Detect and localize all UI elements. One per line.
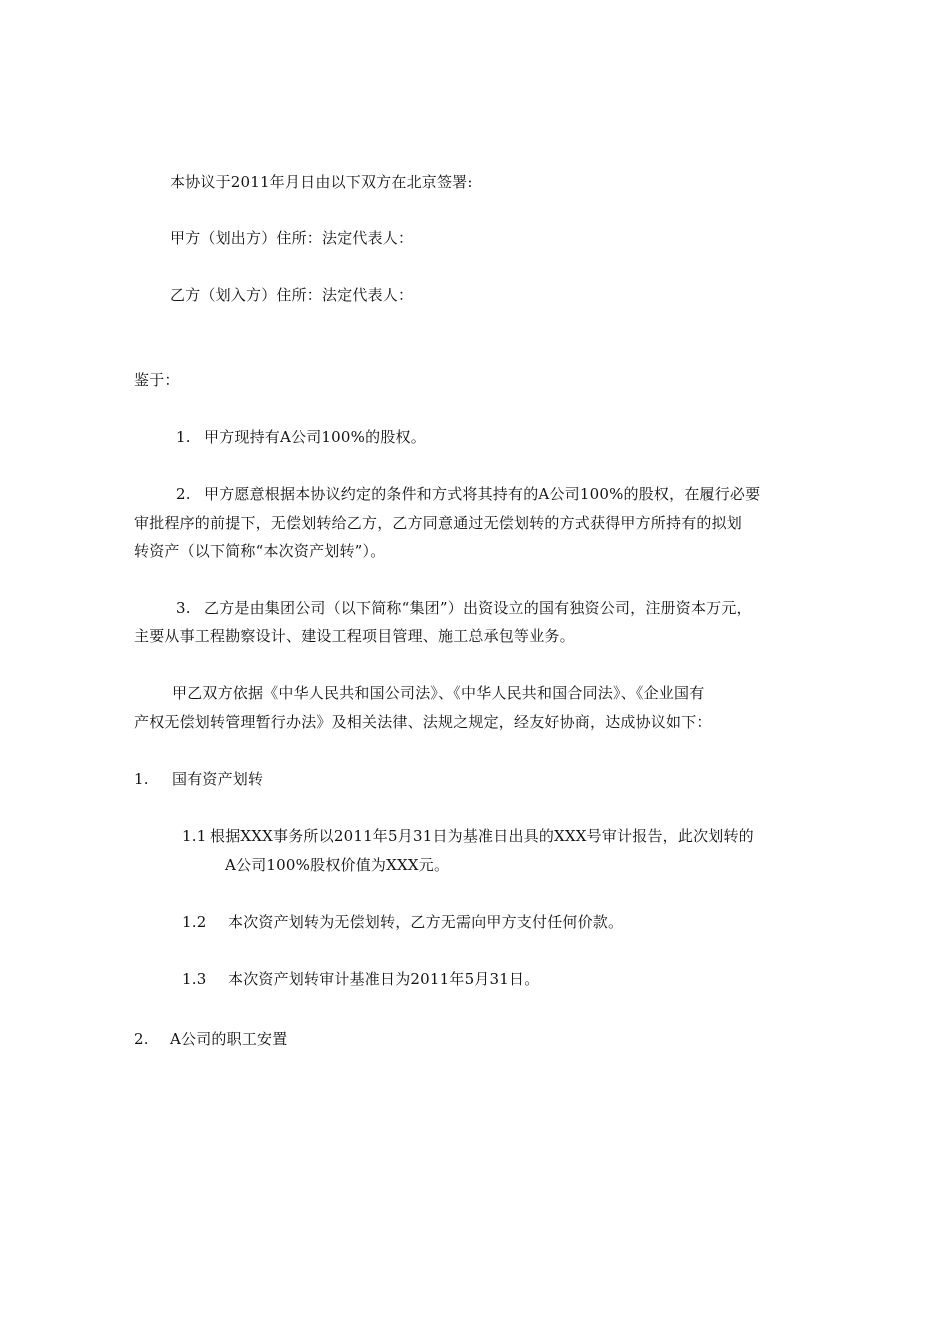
article-title: 国有资产划转 (172, 770, 264, 788)
whereas-item-number: 1. (176, 428, 191, 446)
party-a-line: 甲方（划出方）住所：法定代表人： (170, 229, 414, 247)
clause-text: 本次资产划转为无偿划转，乙方无需向甲方支付任何价款。 (228, 913, 624, 931)
whereas-item-text: 转资产（以下简称“本次资产划转”）。 (134, 542, 386, 560)
article-number: 2. (134, 1030, 149, 1048)
whereas-item-text: 甲方愿意根据本协议约定的条件和方式将其持有的A公司100%的股权，在履行必要 (204, 485, 761, 503)
whereas-item-text: 主要从事工程勘察设计、建设工程项目管理、施工总承包等业务。 (134, 627, 575, 645)
party-b-line: 乙方（划入方）住所：法定代表人： (170, 286, 414, 304)
whereas-item-text: 乙方是由集团公司（以下简称“集团”）出资设立的国有独资公司，注册资本万元， (204, 599, 752, 617)
agreement-basis-text: 产权无偿划转管理暂行办法》及相关法律、法规之规定，经友好协商，达成协议如下： (134, 713, 712, 731)
article-number: 1. (134, 770, 149, 788)
signing-statement: 本协议于2011年月日由以下双方在北京签署: (170, 173, 473, 191)
whereas-item-number: 2. (176, 485, 191, 503)
clause-number: 1.2 (182, 913, 207, 931)
article-title: A公司的职工安置 (170, 1030, 288, 1048)
clause-number: 1.1 (182, 827, 207, 845)
clause-text: 本次资产划转审计基准日为2011年5月31日。 (228, 970, 540, 988)
clause-text: A公司100%股权价值为XXX元。 (225, 856, 450, 874)
whereas-item-text: 审批程序的前提下，无偿划转给乙方，乙方同意通过无偿划转的方式获得甲方所持有的拟划 (134, 514, 743, 532)
clause-number: 1.3 (182, 970, 207, 988)
whereas-item-number: 3. (176, 599, 191, 617)
whereas-item-text: 甲方现持有A公司100%的股权。 (204, 428, 426, 446)
clause-text: 根据XXX事务所以2011年5月31日为基准日出具的XXX号审计报告，此次划转的 (210, 827, 754, 845)
agreement-basis-text: 甲乙双方依据《中华人民共和国公司法》、《中华人民共和国合同法》、《企业国有 (172, 684, 705, 702)
whereas-heading: 鉴于： (134, 371, 180, 389)
